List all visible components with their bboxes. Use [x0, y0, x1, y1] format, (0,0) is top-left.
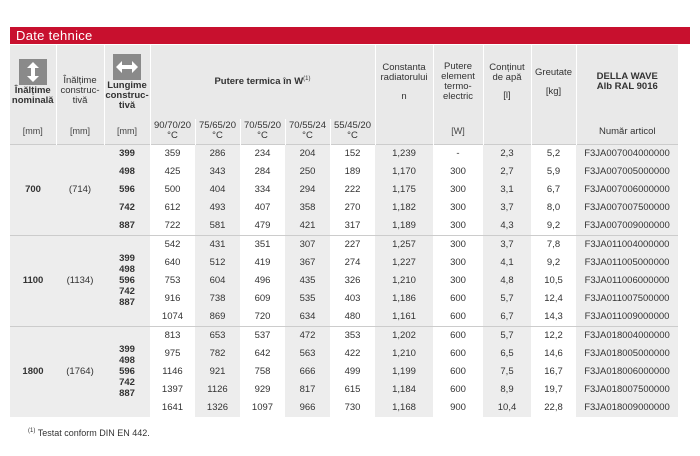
- cell-p2: 782: [195, 345, 240, 363]
- cell-w: 600: [433, 381, 483, 399]
- length-value: 596: [119, 366, 135, 377]
- cell-p5: 317: [330, 217, 375, 236]
- table-row: [10, 235, 678, 254]
- nominal-height: 700: [10, 144, 56, 235]
- cell-p4: 966: [285, 399, 330, 417]
- cell-kg: 14,6: [531, 345, 576, 363]
- cell-n: 1,168: [375, 399, 433, 417]
- cell-kg: 22,8: [531, 399, 576, 417]
- cell-l: 6,5: [483, 345, 531, 363]
- cell-p3: 351: [240, 235, 285, 254]
- cell-p5: 189: [330, 163, 375, 181]
- temp-header: 70/55/24 °C: [285, 119, 330, 144]
- cell-p3: 479: [240, 217, 285, 236]
- cell-p2: 286: [195, 144, 240, 163]
- cell-p1: 813: [150, 326, 195, 345]
- cell-kg: 5,9: [531, 163, 576, 181]
- length-value: 887: [119, 297, 135, 308]
- cell-kg: 10,5: [531, 272, 576, 290]
- article-number: F3JA011006000000: [576, 272, 678, 290]
- length-value: 596: [119, 275, 135, 286]
- article-number: F3JA018005000000: [576, 345, 678, 363]
- cell-p3: 407: [240, 199, 285, 217]
- cell-p3: 758: [240, 363, 285, 381]
- length-value: 399: [104, 144, 150, 163]
- table-row: [10, 163, 678, 181]
- article-number: F3JA007007500000: [576, 199, 678, 217]
- cell-w: 600: [433, 345, 483, 363]
- header-continut: Conținut de apă [l]: [483, 45, 531, 119]
- cell-l: 5,7: [483, 326, 531, 345]
- table-row: [10, 144, 678, 163]
- cell-p1: 753: [150, 272, 195, 290]
- cell-p4: 666: [285, 363, 330, 381]
- cell-p4: 204: [285, 144, 330, 163]
- constructive-height: (1764): [56, 326, 104, 417]
- cell-p2: 431: [195, 235, 240, 254]
- cell-w: 600: [433, 363, 483, 381]
- cell-kg: 16,7: [531, 363, 576, 381]
- cell-l: 3,7: [483, 199, 531, 217]
- cell-w: 300: [433, 272, 483, 290]
- cell-p5: 353: [330, 326, 375, 345]
- cell-l: 5,7: [483, 290, 531, 308]
- cell-p1: 359: [150, 144, 195, 163]
- temp-header: 70/55/20 °C: [240, 119, 285, 144]
- cell-p3: 929: [240, 381, 285, 399]
- cell-p3: 537: [240, 326, 285, 345]
- cell-p1: 612: [150, 199, 195, 217]
- section-title: Date tehnice: [10, 27, 690, 44]
- cell-l: 3,1: [483, 181, 531, 199]
- cell-p5: 152: [330, 144, 375, 163]
- cell-p3: 609: [240, 290, 285, 308]
- unit-w: [W]: [433, 119, 483, 144]
- cell-p4: 535: [285, 290, 330, 308]
- cell-w: 600: [433, 326, 483, 345]
- header-numar-articol: Număr articol: [576, 119, 678, 144]
- length-value: 399: [119, 344, 135, 355]
- cell-p4: 358: [285, 199, 330, 217]
- unit-mm: [mm]: [22, 126, 43, 137]
- cell-w: 300: [433, 163, 483, 181]
- unit-mm: [mm]: [104, 119, 150, 144]
- cell-p2: 1126: [195, 381, 240, 399]
- header-product: DELLA WAVE Alb RAL 9016: [576, 45, 678, 119]
- cell-l: 6,7: [483, 308, 531, 327]
- cell-n: 1,199: [375, 363, 433, 381]
- cell-n: 1,182: [375, 199, 433, 217]
- cell-n: 1,175: [375, 181, 433, 199]
- cell-w: 600: [433, 290, 483, 308]
- cell-p4: 563: [285, 345, 330, 363]
- article-number: F3JA018004000000: [576, 326, 678, 345]
- cell-p3: 642: [240, 345, 285, 363]
- cell-kg: 9,2: [531, 217, 576, 236]
- cell-p4: 472: [285, 326, 330, 345]
- cell-kg: 14,3: [531, 308, 576, 327]
- article-number: F3JA007005000000: [576, 163, 678, 181]
- article-number: F3JA018009000000: [576, 399, 678, 417]
- cell-p3: 496: [240, 272, 285, 290]
- article-number: F3JA018007500000: [576, 381, 678, 399]
- header-inaltime-nominala: Înălțime nominală: [10, 45, 56, 119]
- cell-p2: 869: [195, 308, 240, 327]
- cell-kg: 19,7: [531, 381, 576, 399]
- cell-p2: 512: [195, 254, 240, 272]
- cell-p4: 294: [285, 181, 330, 199]
- length-value: 742: [119, 377, 135, 388]
- cell-p5: 499: [330, 363, 375, 381]
- cell-p5: 274: [330, 254, 375, 272]
- cell-p5: 480: [330, 308, 375, 327]
- cell-n: 1,210: [375, 272, 433, 290]
- cell-l: 10,4: [483, 399, 531, 417]
- cell-p1: 722: [150, 217, 195, 236]
- header-putere-termica: Putere termica în $W^{(1)}$: [150, 45, 375, 119]
- cell-p2: 493: [195, 199, 240, 217]
- cell-p1: 1397: [150, 381, 195, 399]
- cell-p5: 222: [330, 181, 375, 199]
- length-list: [104, 235, 150, 326]
- length-value: 596: [104, 181, 150, 199]
- temp-header: 55/45/20 °C: [330, 119, 375, 144]
- cell-l: 2,3: [483, 144, 531, 163]
- vertical-arrows-icon: [19, 59, 47, 85]
- cell-w: 900: [433, 399, 483, 417]
- cell-n: 1,202: [375, 326, 433, 345]
- article-number: F3JA007006000000: [576, 181, 678, 199]
- length-value: 887: [119, 388, 135, 399]
- cell-p4: 435: [285, 272, 330, 290]
- cell-kg: 7,8: [531, 235, 576, 254]
- cell-p3: 720: [240, 308, 285, 327]
- cell-kg: 9,2: [531, 254, 576, 272]
- cell-l: 3,7: [483, 235, 531, 254]
- cell-l: 4,3: [483, 217, 531, 236]
- cell-p3: 334: [240, 181, 285, 199]
- cell-p4: 634: [285, 308, 330, 327]
- cell-n: 1,227: [375, 254, 433, 272]
- cell-kg: 12,2: [531, 326, 576, 345]
- cell-p5: 227: [330, 235, 375, 254]
- cell-p3: 284: [240, 163, 285, 181]
- cell-p1: 640: [150, 254, 195, 272]
- cell-p5: 403: [330, 290, 375, 308]
- footnote: $^{(1)}$ Testat conform DIN EN 442.: [28, 428, 150, 438]
- length-value: 498: [119, 264, 135, 275]
- length-value: 498: [104, 163, 150, 181]
- length-value: 742: [119, 286, 135, 297]
- cell-w: 300: [433, 254, 483, 272]
- cell-n: 1,189: [375, 217, 433, 236]
- cell-n: 1,210: [375, 345, 433, 363]
- cell-w: 300: [433, 181, 483, 199]
- cell-p1: 500: [150, 181, 195, 199]
- cell-w: 300: [433, 199, 483, 217]
- header-constanta: Constanta radiatorului n: [375, 45, 433, 119]
- cell-p3: 1097: [240, 399, 285, 417]
- header-inaltime-constructiva: Înălțime construc- tivă: [56, 45, 104, 119]
- cell-l: 7,5: [483, 363, 531, 381]
- article-number: F3JA011004000000: [576, 235, 678, 254]
- cell-w: 300: [433, 217, 483, 236]
- cell-p1: 425: [150, 163, 195, 181]
- table-row: [10, 181, 678, 199]
- cell-p2: 604: [195, 272, 240, 290]
- cell-p4: 367: [285, 254, 330, 272]
- article-number: F3JA011005000000: [576, 254, 678, 272]
- cell-n: 1,239: [375, 144, 433, 163]
- header-lungime-constructiva: Lungime construc- tivă: [104, 45, 150, 119]
- temp-header: 75/65/20 °C: [195, 119, 240, 144]
- cell-kg: 12,4: [531, 290, 576, 308]
- header-greutate: Greutate [kg]: [531, 45, 576, 119]
- length-list: [104, 326, 150, 417]
- cell-w: 300: [433, 235, 483, 254]
- length-value: 887: [104, 217, 150, 236]
- constructive-height: (1134): [56, 235, 104, 326]
- article-number: F3JA011009000000: [576, 308, 678, 327]
- cell-p1: 1641: [150, 399, 195, 417]
- cell-l: 2,7: [483, 163, 531, 181]
- cell-kg: 8,0: [531, 199, 576, 217]
- article-number: F3JA011007500000: [576, 290, 678, 308]
- cell-p3: 419: [240, 254, 285, 272]
- horizontal-arrows-icon: [113, 54, 141, 80]
- cell-n: 1,186: [375, 290, 433, 308]
- article-number: F3JA007004000000: [576, 144, 678, 163]
- nominal-height: 1800: [10, 326, 56, 417]
- cell-w: 600: [433, 308, 483, 327]
- cell-p2: 581: [195, 217, 240, 236]
- article-number: F3JA018006000000: [576, 363, 678, 381]
- cell-p2: 653: [195, 326, 240, 345]
- cell-p5: 730: [330, 399, 375, 417]
- cell-p4: 307: [285, 235, 330, 254]
- length-value: 399: [119, 253, 135, 264]
- cell-l: 8,9: [483, 381, 531, 399]
- cell-p2: 404: [195, 181, 240, 199]
- cell-n: 1,257: [375, 235, 433, 254]
- cell-p5: 270: [330, 199, 375, 217]
- constructive-height: (714): [56, 144, 104, 235]
- length-value: 498: [119, 355, 135, 366]
- cell-n: 1,170: [375, 163, 433, 181]
- technical-data-table: [10, 45, 678, 417]
- table-row: [10, 199, 678, 217]
- cell-p4: 250: [285, 163, 330, 181]
- cell-n: 1,184: [375, 381, 433, 399]
- temp-header: 90/70/20 °C: [150, 119, 195, 144]
- cell-p5: 326: [330, 272, 375, 290]
- article-number: F3JA007009000000: [576, 217, 678, 236]
- cell-p2: 343: [195, 163, 240, 181]
- cell-kg: 5,2: [531, 144, 576, 163]
- header-putere-element: Putere element termo- electric: [433, 45, 483, 119]
- cell-p1: 542: [150, 235, 195, 254]
- cell-p4: 817: [285, 381, 330, 399]
- nominal-height: 1100: [10, 235, 56, 326]
- cell-n: 1,161: [375, 308, 433, 327]
- cell-kg: 6,7: [531, 181, 576, 199]
- cell-l: 4,8: [483, 272, 531, 290]
- table-row: [10, 217, 678, 236]
- cell-p2: 921: [195, 363, 240, 381]
- cell-p1: 916: [150, 290, 195, 308]
- cell-p3: 234: [240, 144, 285, 163]
- cell-p2: 738: [195, 290, 240, 308]
- cell-p5: 615: [330, 381, 375, 399]
- cell-p2: 1326: [195, 399, 240, 417]
- cell-p1: 1074: [150, 308, 195, 327]
- cell-w: -: [433, 144, 483, 163]
- unit-mm: [mm]: [56, 119, 104, 144]
- table-row: [10, 326, 678, 345]
- cell-p4: 421: [285, 217, 330, 236]
- cell-p1: 1146: [150, 363, 195, 381]
- length-value: 742: [104, 199, 150, 217]
- cell-l: 4,1: [483, 254, 531, 272]
- cell-p5: 422: [330, 345, 375, 363]
- cell-p1: 975: [150, 345, 195, 363]
